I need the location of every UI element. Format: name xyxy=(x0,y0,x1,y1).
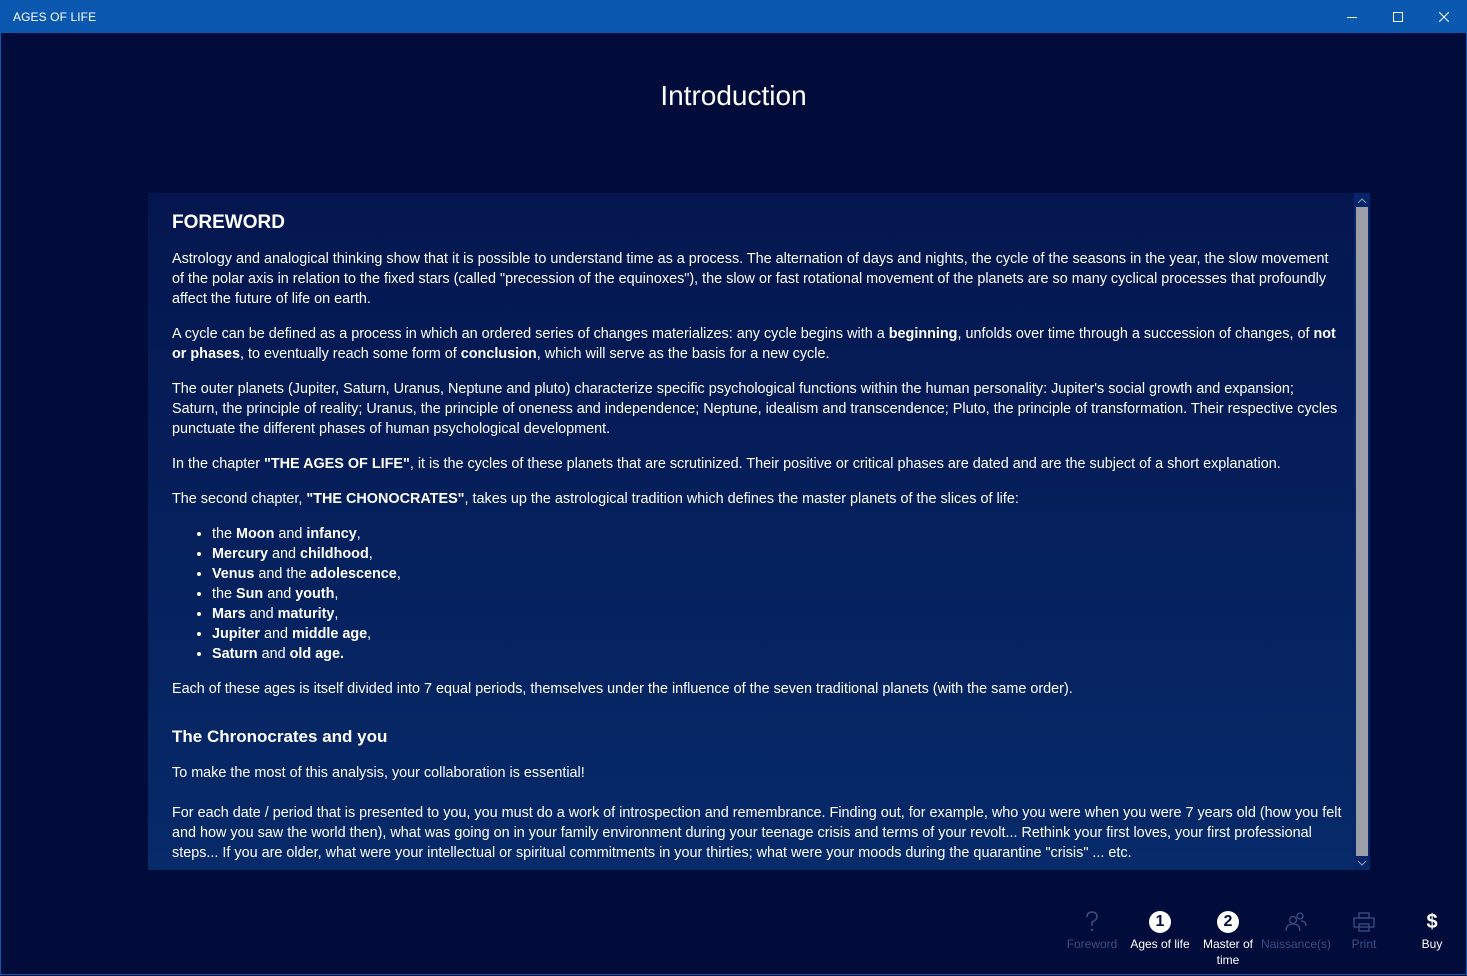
text-span: , it is the cycles of these planets that are scrutinized. Their positive or critical phases are dated and are the subject of a short explanation. xyxy=(409,456,1281,472)
text-span: , xyxy=(356,526,361,542)
number-badge: 1 xyxy=(1149,911,1171,933)
foreword-button[interactable] xyxy=(1058,908,1126,972)
ages-of-life-button[interactable] xyxy=(1126,908,1194,972)
text-span: , unfolds over time through a succession of changes, of xyxy=(957,326,1314,342)
buy-button[interactable] xyxy=(1398,908,1466,972)
page-title: Introduction xyxy=(660,80,807,111)
text-span: The second chapter, xyxy=(172,491,307,507)
content-text xyxy=(172,193,1344,870)
close-icon xyxy=(1439,12,1449,22)
number-badge: 2 xyxy=(1217,911,1239,933)
text-span: , xyxy=(334,606,339,622)
scroll-thumb[interactable] xyxy=(1356,207,1368,856)
list-item xyxy=(212,544,1344,564)
buy-label: Buy xyxy=(1421,937,1443,951)
bold-span: "THE AGES OF LIFE" xyxy=(264,456,410,472)
minimize-icon xyxy=(1347,12,1357,22)
text-span: , to eventually reach some form of xyxy=(239,346,461,362)
text-span: A cycle can be defined as a process in which an ordered series of changes materializes: any cycle begins with a xyxy=(172,326,889,342)
naissances-button[interactable] xyxy=(1262,908,1330,972)
question-icon xyxy=(1084,908,1100,936)
paragraph-5 xyxy=(172,489,1344,509)
scroll-down-button[interactable] xyxy=(1354,856,1370,870)
bold-span: middle age xyxy=(292,626,368,642)
text-span: , xyxy=(396,566,401,582)
master-of-time-label: Master of time xyxy=(1202,937,1253,967)
paragraph-6: Each of these ages is itself divided into 7 equal periods, themselves under the influence of the seven traditional planets (with the same order). xyxy=(172,681,1073,697)
dollar-symbol: $ xyxy=(1426,911,1438,933)
text-span: and xyxy=(274,526,307,542)
scroll-up-button[interactable] xyxy=(1354,193,1370,207)
text-span: and xyxy=(259,626,292,642)
ages-of-life-label: Ages of life xyxy=(1130,937,1190,951)
foreword-heading: FOREWORD xyxy=(172,212,285,233)
paragraph-1: Astrology and analogical thinking show that it is possible to understand time as a process. The alternation of days and nights, the cycle of the seasons in the year, the slow movement of the polar axis in relation to the fixed stars (called "precession of the equinoxes"), the slow or fast rotational movement of the planets are so many cyclical processes that profoundly affect the future of life on earth. xyxy=(172,251,1329,307)
foreword-label: Foreword xyxy=(1066,937,1118,951)
paragraph-2 xyxy=(172,324,1344,364)
bottom-app-bar xyxy=(1058,908,1466,972)
people-icon xyxy=(1285,908,1307,936)
dollar-icon xyxy=(1426,908,1437,936)
text-span: , which will serve as the basis for a new cycle. xyxy=(536,346,830,362)
print-label: Print xyxy=(1351,937,1377,951)
bold-span: conclusion xyxy=(460,346,537,362)
list-item xyxy=(212,584,1344,604)
content-panel xyxy=(148,193,1370,870)
text-span: , xyxy=(368,546,373,562)
bold-span: old age. xyxy=(289,646,344,662)
planet-list xyxy=(172,524,1344,664)
paragraph-3: The outer planets (Jupiter, Saturn, Uranus, Neptune and pluto) characterize specific psychological functions within the human personality: Jupiter's social growth and expansion; Saturn, the principle of reality; Uranus, the principle of oneness and independence; Neptune, idealism and transcendence; Pluto, the principle of transformation. Their respective cycles punctuate the different phases of human psychological development. xyxy=(172,381,1338,437)
bold-span: Mercury xyxy=(212,546,268,562)
bold-span: not or phases xyxy=(172,326,1336,362)
bold-span: beginning xyxy=(888,326,958,342)
bold-span: Sun xyxy=(236,586,264,602)
maximize-icon xyxy=(1393,12,1403,22)
text-span: , xyxy=(367,626,372,642)
chevron-down-icon xyxy=(1358,861,1366,866)
print-button[interactable] xyxy=(1330,908,1398,972)
minimize-button[interactable] xyxy=(1329,0,1375,33)
text-span: and xyxy=(257,646,290,662)
paragraph-4 xyxy=(172,454,1344,474)
number-one-icon xyxy=(1149,908,1171,936)
bold-span: Jupiter xyxy=(212,626,260,642)
bold-span: Saturn xyxy=(212,646,258,662)
bold-span: childhood xyxy=(300,546,369,562)
maximize-button[interactable] xyxy=(1375,0,1421,33)
text-span: the xyxy=(212,586,237,602)
master-of-time-button[interactable] xyxy=(1194,908,1262,972)
paragraph-8: For each date / period that is presented to you, you must do a work of introspection and remembrance. Finding out, for example, who you were when you were 7 years old (how you felt and how you saw the world then), what was going on in your family environment during your teenage crisis and terms of your revolt... Rethink your first loves, your first professional steps... If you are older, what were your intellectual or spiritual commitments in your thirties; what were your moods during the quarantine "crisis" ... etc. xyxy=(172,805,1342,861)
close-button[interactable] xyxy=(1421,0,1467,33)
bold-span: infancy xyxy=(306,526,357,542)
vertical-scrollbar[interactable] xyxy=(1354,193,1370,870)
number-two-icon xyxy=(1217,908,1239,936)
list-item xyxy=(212,644,1344,664)
bold-span: youth xyxy=(295,586,335,602)
bold-span: "THE CHONOCRATES" xyxy=(306,491,465,507)
naissances-label: Naissance(s) xyxy=(1260,937,1332,951)
list-item xyxy=(212,624,1344,644)
text-span: and xyxy=(245,606,278,622)
title-bar xyxy=(0,0,1467,33)
list-item xyxy=(212,524,1344,544)
text-span: and the xyxy=(254,566,311,582)
list-item xyxy=(212,564,1344,584)
text-span: In the chapter xyxy=(172,456,265,472)
text-span: the xyxy=(212,526,237,542)
bold-span: maturity xyxy=(277,606,335,622)
paragraph-7: To make the most of this analysis, your collaboration is essential! xyxy=(172,765,585,781)
printer-icon xyxy=(1353,908,1375,936)
bold-span: Mars xyxy=(212,606,246,622)
bold-span: adolescence xyxy=(310,566,397,582)
text-span: and xyxy=(263,586,296,602)
chevron-up-icon xyxy=(1358,198,1366,203)
text-span: , xyxy=(334,586,339,602)
text-span: and xyxy=(268,546,301,562)
bold-span: Moon xyxy=(236,526,275,542)
bold-span: Venus xyxy=(212,566,255,582)
text-span: , takes up the astrological tradition which defines the master planets of the slices of life: xyxy=(464,491,1019,507)
window-controls xyxy=(1329,0,1467,33)
list-item xyxy=(212,604,1344,624)
app-title: AGES OF LIFE xyxy=(13,9,97,24)
chronocrates-heading: The Chronocrates and you xyxy=(172,727,388,746)
